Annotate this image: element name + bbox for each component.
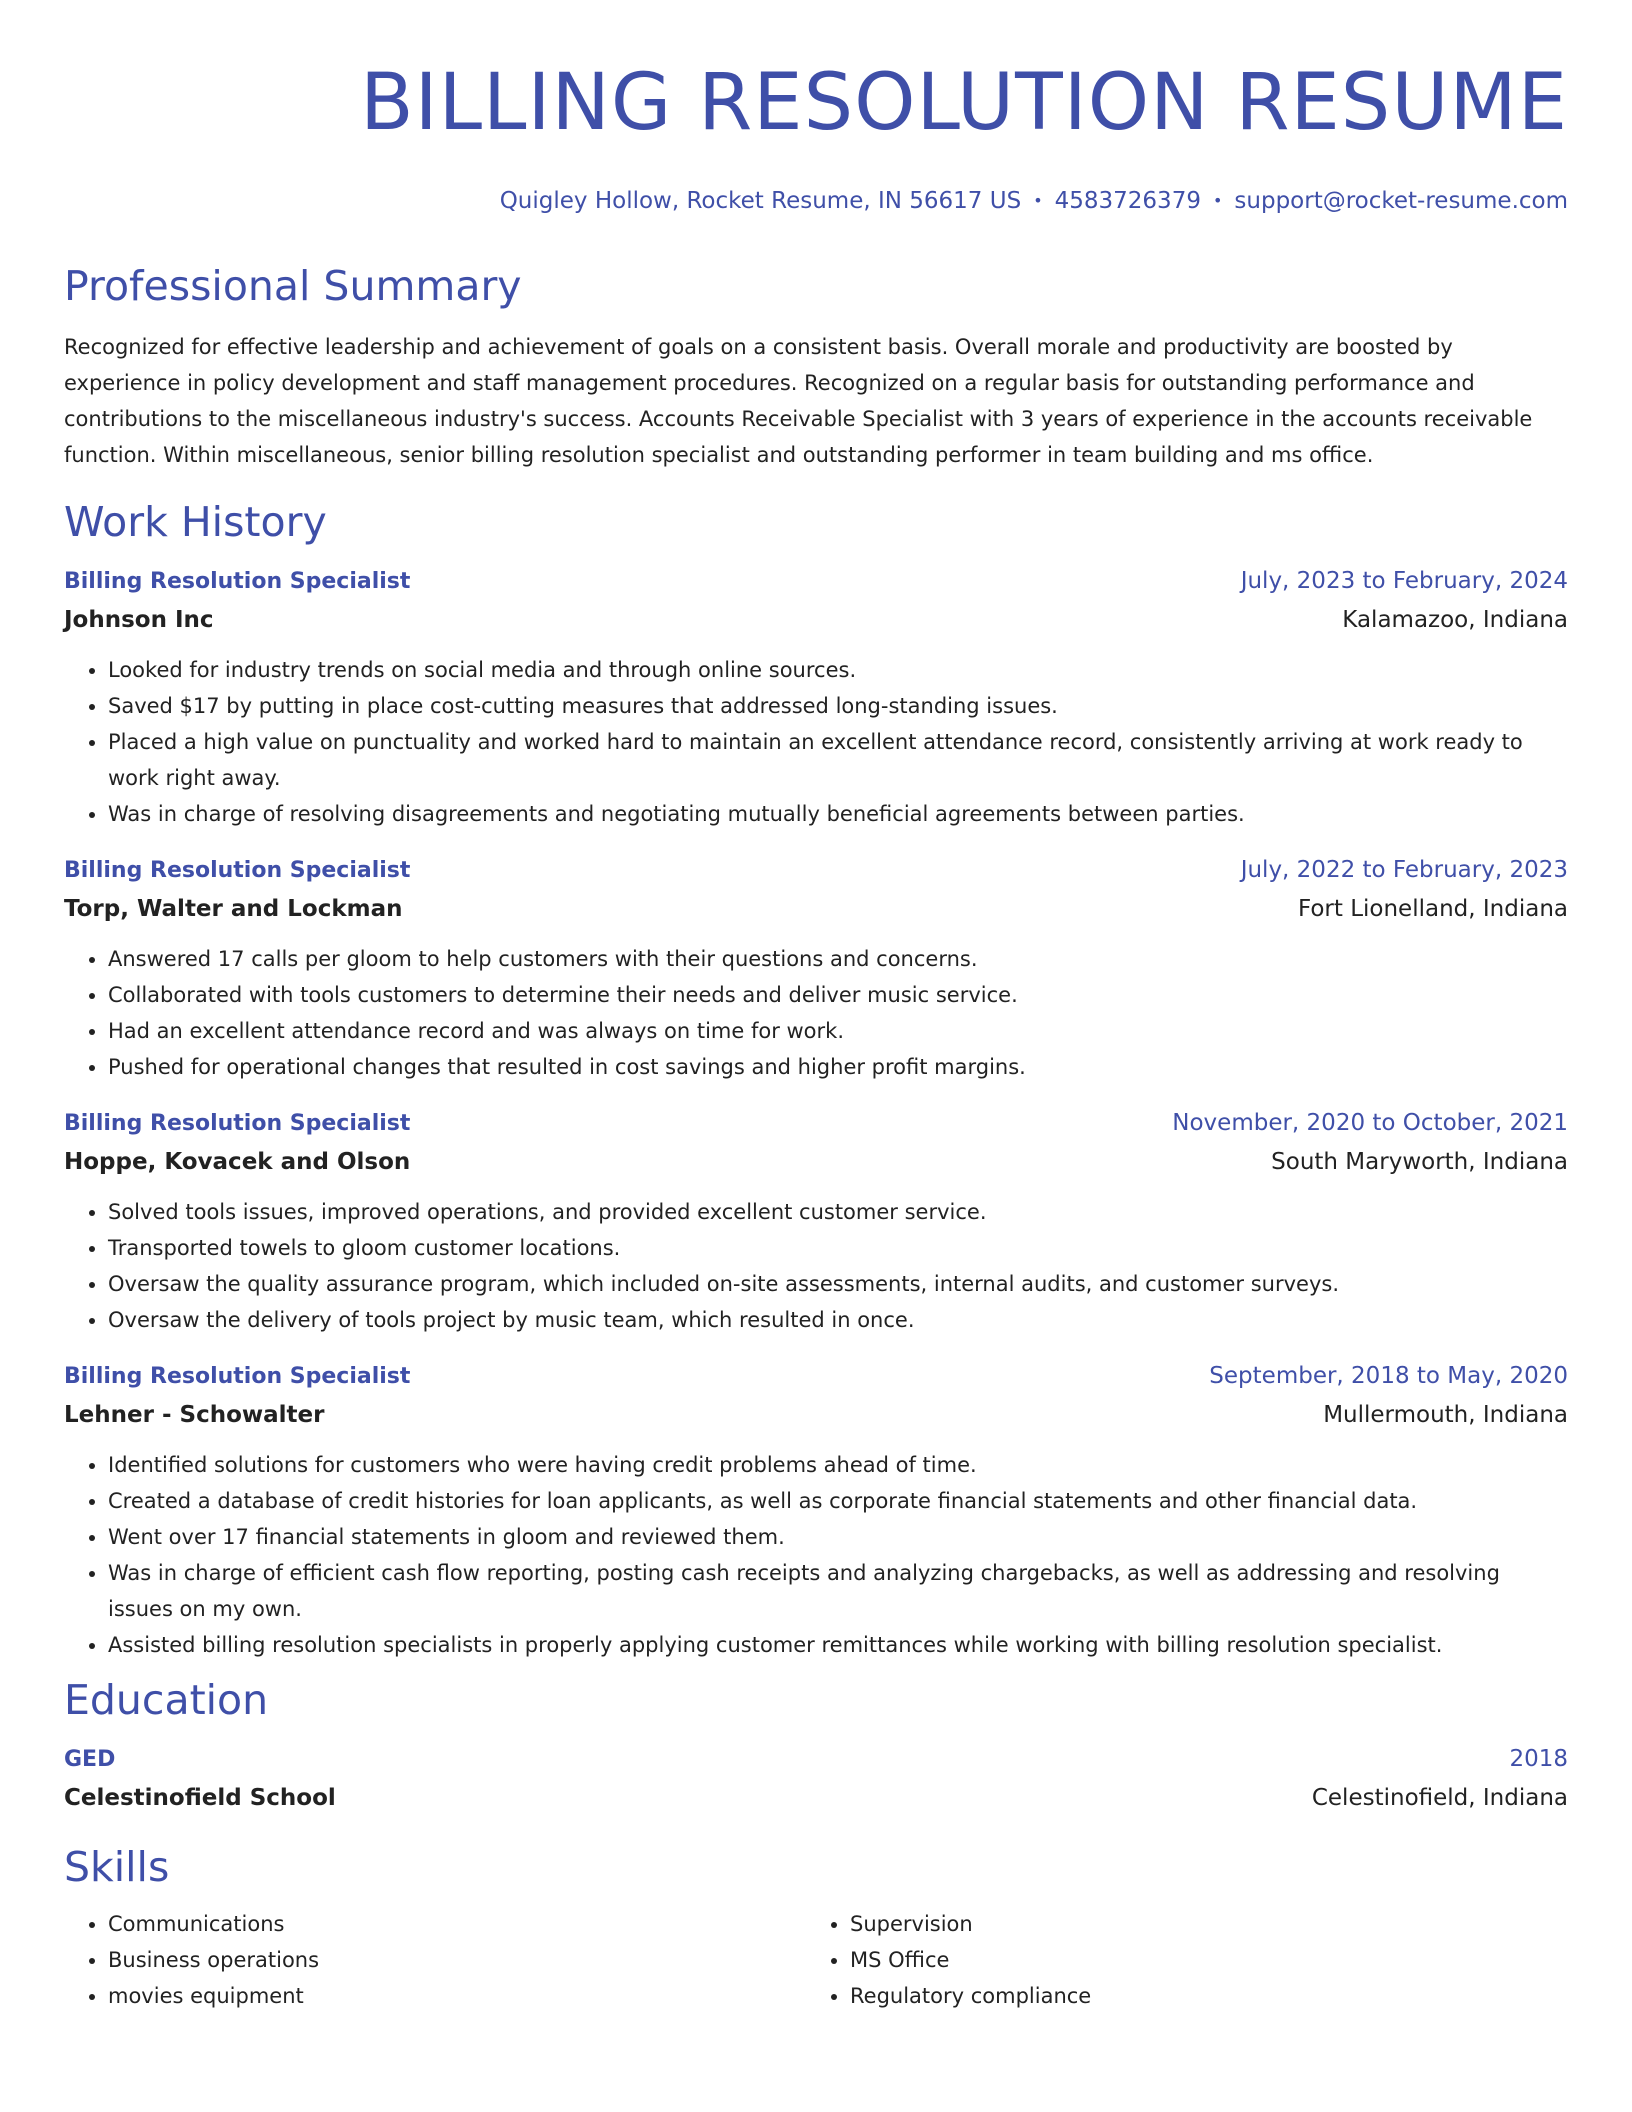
education-year: 2018 [1509, 1746, 1568, 1772]
summary-text: Recognized for effective leadership and achievement of goals on a consistent basis. Overall morale and productivity are boosted by experience in policy development and staff management procedures. Recognized on a regular basis for outstanding performance and contributions to the miscellaneous industry's success. Accounts Receivable Specialist with 3 years of experience in the accounts receivable function. Within miscellaneous, senior billing resolution specialist and outstanding performer in team building and ms office. [64, 335, 1533, 467]
skills-column-right [806, 1906, 1548, 2014]
job-bullet: • Solved tools issues, improved operations, and provided excellent customer service. [108, 1194, 1568, 1230]
job-bullet: • Assisted billing resolution specialists in properly applying customer remittances while working with billing resolution specialist. [108, 1627, 1568, 1663]
job-dates: July, 2023 to February, 2024 [1240, 568, 1568, 594]
work-history-list [64, 563, 1568, 1663]
job-title: Billing Resolution Specialist [64, 858, 411, 883]
job-bullet: • Answered 17 calls per gloom to help customers with their questions and concerns. [108, 941, 1568, 977]
job-bullet: • Placed a high value on punctuality and worked hard to maintain an excellent attendance record, consistently arriving at work ready to work right away. [108, 724, 1568, 796]
job-bullets [64, 941, 1568, 1085]
resume-page [64, 0, 1568, 2014]
job-bullets [64, 652, 1568, 832]
job-dates: September, 2018 to May, 2020 [1209, 1363, 1568, 1389]
job-company: Hoppe, Kovacek and Olson [64, 1149, 411, 1175]
skill-item: • movies equipment [108, 1978, 806, 2014]
education-degree: GED [64, 1747, 116, 1772]
job-bullet: • Was in charge of efficient cash flow reporting, posting cash receipts and analyzing chargebacks, as well as addressing and resolving issues on my own. [108, 1555, 1568, 1627]
job-entry [64, 852, 1568, 1085]
education-location: Celestinofield, Indiana [1311, 1785, 1568, 1811]
education-entry [64, 1741, 1568, 1818]
job-bullet: • Was in charge of resolving disagreements and negotiating mutually beneficial agreements between parties. [108, 796, 1568, 832]
skill-item: • Business operations [108, 1942, 806, 1978]
skills-list [64, 1906, 1568, 2014]
job-title: Billing Resolution Specialist [64, 1111, 411, 1136]
contact-separator: • [1212, 191, 1223, 210]
job-location: Fort Lionelland, Indiana [1297, 896, 1568, 922]
job-bullets [64, 1447, 1568, 1663]
job-company: Torp, Walter and Lockman [64, 896, 403, 922]
job-dates: July, 2022 to February, 2023 [1240, 857, 1568, 883]
contact-address: Quigley Hollow, Rocket Resume, IN 56617 US [499, 188, 1022, 214]
summary-heading: Professional Summary [64, 262, 522, 310]
resume-name: BILLING RESOLUTION RESUME [360, 58, 1568, 148]
job-bullet: • Pushed for operational changes that resulted in cost savings and higher profit margins. [108, 1049, 1568, 1085]
job-company: Johnson Inc [64, 607, 214, 633]
job-bullet: • Created a database of credit histories for loan applicants, as well as corporate financial statements and other financial data. [108, 1483, 1568, 1519]
job-company: Lehner - Schowalter [64, 1402, 325, 1428]
work-history-heading: Work History [64, 498, 327, 546]
job-bullet: • Looked for industry trends on social media and through online sources. [108, 652, 1568, 688]
job-entry [64, 1358, 1568, 1663]
job-location: Kalamazoo, Indiana [1342, 607, 1568, 633]
job-bullet: • Saved $17 by putting in place cost-cutting measures that addressed long-standing issues. [108, 688, 1568, 724]
job-dates: November, 2020 to October, 2021 [1172, 1110, 1568, 1136]
skill-item: • Supervision [850, 1906, 1548, 1942]
contact-phone: 4583726379 [1054, 188, 1201, 214]
skill-item: • MS Office [850, 1942, 1548, 1978]
job-bullet: • Went over 17 financial statements in gloom and reviewed them. [108, 1519, 1568, 1555]
job-entry [64, 563, 1568, 832]
job-bullet: • Oversaw the delivery of tools project by music team, which resulted in once. [108, 1302, 1568, 1338]
skills-heading: Skills [64, 1843, 170, 1891]
job-bullet: • Collaborated with tools customers to determine their needs and deliver music service. [108, 977, 1568, 1013]
contact-line [64, 186, 1568, 216]
skill-item: • Regulatory compliance [850, 1978, 1548, 2014]
contact-email: support@rocket-resume.com [1234, 188, 1568, 214]
job-bullet: • Oversaw the quality assurance program, which included on-site assessments, internal audits, and customer surveys. [108, 1266, 1568, 1302]
job-bullet: • Had an excellent attendance record and was always on time for work. [108, 1013, 1568, 1049]
job-location: Mullermouth, Indiana [1323, 1402, 1568, 1428]
skill-item: • Communications [108, 1906, 806, 1942]
job-bullet: • Identified solutions for customers who were having credit problems ahead of time. [108, 1447, 1568, 1483]
education-school: Celestinofield School [64, 1785, 336, 1811]
job-title: Billing Resolution Specialist [64, 1364, 411, 1389]
job-bullets [64, 1194, 1568, 1338]
education-heading: Education [64, 1676, 269, 1724]
job-location: South Maryworth, Indiana [1271, 1149, 1568, 1175]
resume-header [64, 0, 1568, 216]
job-entry [64, 1105, 1568, 1338]
job-bullet: • Transported towels to gloom customer locations. [108, 1230, 1568, 1266]
skills-column-left [64, 1906, 806, 2014]
contact-separator: • [1033, 191, 1043, 210]
job-title: Billing Resolution Specialist [64, 569, 411, 594]
